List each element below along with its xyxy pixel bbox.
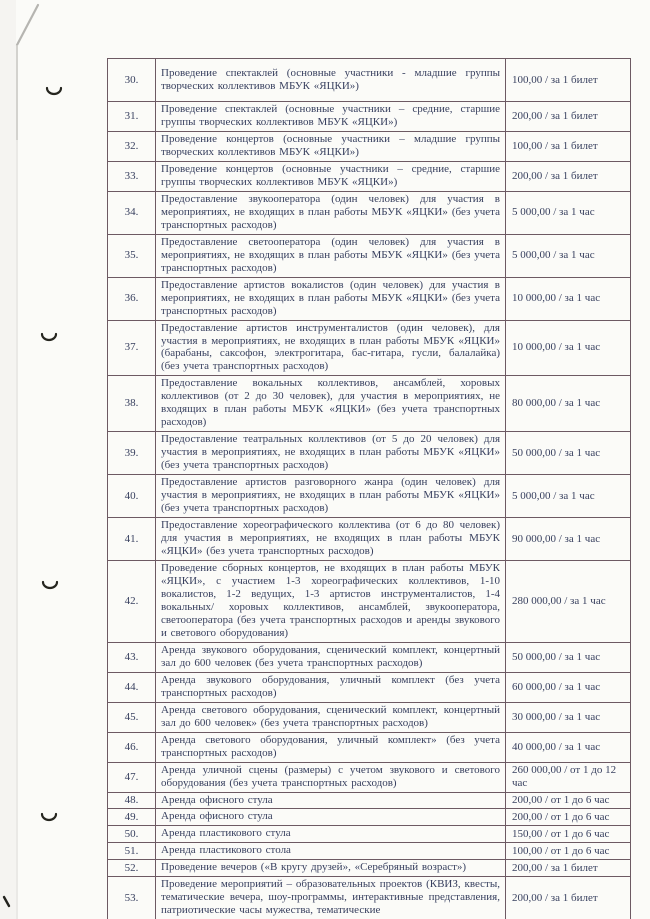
table-row	[108, 518, 631, 561]
price-cell: 50 000,00 / за 1 час	[506, 642, 631, 672]
table-row	[108, 826, 631, 843]
price-table	[107, 58, 631, 919]
price-cell: 200,00 / от 1 до 6 час	[506, 809, 631, 826]
row-number-cell: 37.	[108, 320, 156, 376]
price-cell: 50 000,00 / за 1 час	[506, 432, 631, 475]
table-row	[108, 702, 631, 732]
table-row	[108, 59, 631, 102]
table-row	[108, 762, 631, 792]
service-description-cell: Предоставление звукооператора (один человек) для участия в мероприятиях, не входящих в план работы МБУК «ЯЦКИ» (без учета транспортных расходов)	[156, 191, 506, 234]
price-cell: 260 000,00 / от 1 до 12 час	[506, 762, 631, 792]
row-number-cell: 40.	[108, 475, 156, 518]
price-cell: 40 000,00 / за 1 час	[506, 732, 631, 762]
row-number-cell: 42.	[108, 561, 156, 643]
page-corner-fold-icon	[17, 5, 38, 45]
row-number-cell: 43.	[108, 642, 156, 672]
table-row	[108, 642, 631, 672]
table-row	[108, 561, 631, 643]
table-row	[108, 432, 631, 475]
service-description-cell: Аренда офисного стула	[156, 809, 506, 826]
table-row	[108, 320, 631, 376]
row-number-cell: 51.	[108, 843, 156, 860]
service-description-cell: Проведение концертов (основные участники – младшие группы творческих коллективов МБУК «ЯЦКИ»)	[156, 131, 506, 161]
service-description-cell: Проведение мероприятий – образовательных проектов (КВИЗ, квесты, тематические вечера, шоу-программы, интерактивные представления, патриотические часы мужества, тематические	[156, 877, 506, 919]
service-description-cell: Аренда пластикового стола	[156, 843, 506, 860]
row-number-cell: 44.	[108, 672, 156, 702]
row-number-cell: 46.	[108, 732, 156, 762]
price-cell: 200,00 / за 1 билет	[506, 860, 631, 877]
service-description-cell: Проведение вечеров («В кругу друзей», «Серебряный возраст»)	[156, 860, 506, 877]
row-number-cell: 36.	[108, 277, 156, 320]
service-description-cell: Предоставление театральных коллективов (от 5 до 20 человек) для участия в мероприятиях, не входящих в план работы МБУК «ЯЦКИ» (без учета транспортных расходов)	[156, 432, 506, 475]
price-cell: 10 000,00 / за 1 час	[506, 277, 631, 320]
table-row	[108, 191, 631, 234]
service-description-cell: Предоставление артистов разговорного жанра (один человек) для участия в мероприятиях, не входящих в план работы МБУК «ЯЦКИ» (без учета транспортных расходов)	[156, 475, 506, 518]
price-cell: 90 000,00 / за 1 час	[506, 518, 631, 561]
row-number-cell: 49.	[108, 809, 156, 826]
service-description-cell: Аренда светового оборудования, сценический комплект, концертный зал до 600 человек» (без учета транспортных расходов)	[156, 702, 506, 732]
row-number-cell: 38.	[108, 376, 156, 432]
row-number-cell: 30.	[108, 59, 156, 102]
price-cell: 200,00 / за 1 билет	[506, 102, 631, 132]
service-description-cell: Предоставление светооператора (один человек) для участия в мероприятиях, не входящих в план работы МБУК «ЯЦКИ» (без учета транспортных расходов)	[156, 234, 506, 277]
table-row	[108, 809, 631, 826]
price-cell: 100,00 / за 1 билет	[506, 131, 631, 161]
row-number-cell: 31.	[108, 102, 156, 132]
table-row	[108, 792, 631, 809]
price-cell: 80 000,00 / за 1 час	[506, 376, 631, 432]
service-description-cell: Проведение спектаклей (основные участники - младшие группы творческих коллективов МБУК «ЯЦКИ»)	[156, 59, 506, 102]
binder-hole-mark-icon	[47, 88, 61, 94]
service-description-cell: Аренда звукового оборудования, сценический комплект, концертный зал до 600 человек (без учета транспортных расходов)	[156, 642, 506, 672]
price-table-body	[108, 59, 631, 919]
row-number-cell: 52.	[108, 860, 156, 877]
price-cell: 10 000,00 / за 1 час	[506, 320, 631, 376]
service-description-cell: Аренда офисного стула	[156, 792, 506, 809]
row-number-cell: 34.	[108, 191, 156, 234]
row-number-cell: 33.	[108, 161, 156, 191]
table-row	[108, 672, 631, 702]
row-number-cell: 50.	[108, 826, 156, 843]
table-row	[108, 161, 631, 191]
table-row	[108, 376, 631, 432]
service-description-cell: Аренда пластикового стула	[156, 826, 506, 843]
price-cell: 200,00 / от 1 до 6 час	[506, 792, 631, 809]
price-cell: 200,00 / за 1 билет	[506, 161, 631, 191]
row-number-cell: 35.	[108, 234, 156, 277]
row-number-cell: 32.	[108, 131, 156, 161]
row-number-cell: 39.	[108, 432, 156, 475]
price-cell: 100,00 / от 1 до 6 час	[506, 843, 631, 860]
price-cell: 5 000,00 / за 1 час	[506, 234, 631, 277]
row-number-cell: 41.	[108, 518, 156, 561]
service-description-cell: Аренда светового оборудования, уличный комплект» (без учета транспортных расходов)	[156, 732, 506, 762]
service-description-cell: Предоставление вокальных коллективов, ансамблей, хоровых коллективов (от 2 до 30 человек), для участия в мероприятиях, не входящих в план работы МБУК «ЯЦКИ» (без учета транспортных расходов)	[156, 376, 506, 432]
table-row	[108, 877, 631, 919]
service-description-cell: Проведение концертов (основные участники – средние, старшие группы творческих коллективов МБУК «ЯЦКИ»)	[156, 161, 506, 191]
price-cell: 30 000,00 / за 1 час	[506, 702, 631, 732]
service-description-cell: Проведение спектаклей (основные участники – средние, старшие группы творческих коллективов МБУК «ЯЦКИ»)	[156, 102, 506, 132]
row-number-cell: 53.	[108, 877, 156, 919]
table-row	[108, 277, 631, 320]
binder-hole-mark-icon	[42, 334, 56, 340]
price-cell: 280 000,00 / за 1 час	[506, 561, 631, 643]
page-edge-shadow	[0, 0, 16, 919]
corner-smudge-mark-icon	[4, 897, 9, 906]
service-description-cell: Предоставление артистов вокалистов (один человек) для участия в мероприятиях, не входящих в план работы МБУК «ЯЦКИ» (без учета транспортных расходов)	[156, 277, 506, 320]
table-row	[108, 732, 631, 762]
row-number-cell: 45.	[108, 702, 156, 732]
price-cell: 200,00 / за 1 билет	[506, 877, 631, 919]
service-description-cell: Предоставление артистов инструменталистов (один человек), для участия в мероприятиях, не входящих в план работы МБУК «ЯЦКИ» (барабаны, саксофон, электрогитара, бас-гитара, гусли, балалайка) (без учета транспортных расходов)	[156, 320, 506, 376]
service-description-cell: Предоставление хореографического коллектива (от 6 до 80 человек) для участия в мероприятиях, не входящих в план работы МБУК «ЯЦКИ» (без учета транспортных расходов)	[156, 518, 506, 561]
price-cell: 150,00 / от 1 до 6 час	[506, 826, 631, 843]
table-row	[108, 102, 631, 132]
service-description-cell: Аренда звукового оборудования, уличный комплект (без учета транспортных расходов)	[156, 672, 506, 702]
table-row	[108, 234, 631, 277]
price-cell: 100,00 / за 1 билет	[506, 59, 631, 102]
table-row	[108, 131, 631, 161]
row-number-cell: 48.	[108, 792, 156, 809]
row-number-cell: 47.	[108, 762, 156, 792]
price-cell: 5 000,00 / за 1 час	[506, 475, 631, 518]
price-cell: 5 000,00 / за 1 час	[506, 191, 631, 234]
price-cell: 60 000,00 / за 1 час	[506, 672, 631, 702]
binder-hole-mark-icon	[43, 582, 57, 588]
binder-hole-mark-icon	[42, 814, 56, 820]
service-description-cell: Проведение сборных концертов, не входящих в план работы МБУК «ЯЦКИ», с участием 1-3 хореографических коллективов, 1-10 вокалистов, 1-2 ведущих, 1-3 артистов инструменталистов, 1-4 вокальных/ хоровых коллективов, ансамблей, звукооператора, светооператора (без учета транспортных расходов и аренды звукового и светового оборудования)	[156, 561, 506, 643]
table-row	[108, 843, 631, 860]
table-row	[108, 860, 631, 877]
table-row	[108, 475, 631, 518]
service-description-cell: Аренда уличной сцены (размеры) с учетом звукового и светового оборудования (без учета транспортных расходов)	[156, 762, 506, 792]
